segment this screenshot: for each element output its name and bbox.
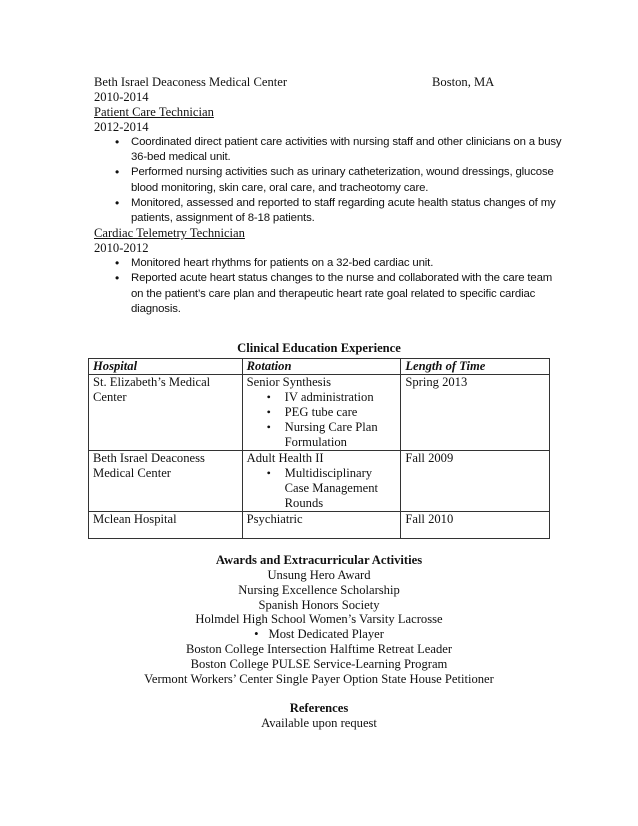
awards-heading: Awards and Extracurricular Activities (215, 553, 423, 567)
time-cell: Fall 2009 (401, 451, 550, 512)
employer-name: Beth Israel Deaconess Medical Center (94, 75, 288, 89)
hospital-cell: Beth Israel Deaconess Medical Center (89, 451, 243, 512)
time-cell: Fall 2010 (401, 512, 550, 539)
list-item: • Multidisciplinary Case Management Rounds (247, 466, 398, 511)
awards-list (0, 568, 638, 686)
references-text: Available upon request (261, 716, 377, 730)
rotation-items (247, 390, 398, 450)
list-item: • Performed nursing activities such as urinary catheterization, wound dressings, glucose blood monitoring, skin care, oral care, and tracheotomy care. (94, 165, 564, 195)
time-cell: Spring 2013 (401, 375, 550, 451)
role-bullets (94, 135, 564, 226)
list-item: • Monitored, assessed and reported to staff regarding acute health status changes of my patients, assignment of 8-18 patients. (94, 196, 564, 226)
rotation-items (247, 466, 398, 511)
employer-years: 2010-2014 (94, 90, 149, 104)
column-header: Hospital (89, 359, 243, 375)
employer-location: Boston, MA (432, 75, 495, 89)
hospital-cell: Mclean Hospital (89, 512, 243, 539)
role-years: 2010-2012 (94, 241, 149, 256)
table-header-row (89, 359, 550, 375)
list-item: • PEG tube care (247, 405, 398, 420)
rotation-name: Senior Synthesis (246, 375, 331, 389)
role-bullets (94, 256, 564, 317)
column-header: Rotation (242, 359, 401, 375)
award-item-bullet (0, 627, 638, 642)
award-item: Unsung Hero Award (267, 568, 371, 582)
list-item: • Reported acute heart status changes to the nurse and collaborated with the care team on the patient’s care plan and therapeutic heart rate goal related to specific cardiac diagnosis. (94, 271, 564, 317)
rotation-cell (242, 375, 401, 451)
award-item: • Most Dedicated Player (254, 627, 384, 641)
award-item: Boston College Intersection Halftime Retreat Leader (185, 641, 453, 656)
rotation-cell: Psychiatric (242, 512, 401, 539)
rotation-name: Adult Health II (246, 451, 324, 465)
role-title: Cardiac Telemetry Technician (94, 226, 245, 241)
award-item: Spanish Honors Society (258, 597, 380, 612)
award-item: Holmdel High School Women’s Varsity Lacrosse (195, 612, 443, 627)
list-item: • Nursing Care Plan Formulation (247, 420, 398, 450)
hospital-cell: St. Elizabeth’s Medical Center (89, 375, 243, 451)
list-item: • IV administration (247, 390, 398, 405)
role-title: Patient Care Technician (94, 105, 214, 119)
table-row (89, 375, 550, 451)
award-item: Vermont Workers’ Center Single Payer Option State House Petitioner (144, 671, 494, 686)
column-header: Length of Time (401, 359, 550, 375)
rotation-cell (242, 451, 401, 512)
list-item: • Monitored heart rhythms for patients on a 32-bed cardiac unit. (94, 256, 564, 271)
award-item: Boston College PULSE Service-Learning Program (190, 656, 448, 671)
clinical-table (88, 358, 550, 539)
role-years: 2012-2014 (94, 120, 149, 134)
award-item: Nursing Excellence Scholarship (238, 582, 400, 597)
table-row (89, 451, 550, 512)
list-item: • Coordinated direct patient care activities with nursing staff and other clinicians on a busy 36-bed medical unit. (94, 135, 564, 165)
employer-block (94, 75, 564, 317)
clinical-heading: Clinical Education Experience (237, 341, 401, 355)
references-heading: References (289, 701, 349, 715)
table-row (89, 512, 550, 539)
